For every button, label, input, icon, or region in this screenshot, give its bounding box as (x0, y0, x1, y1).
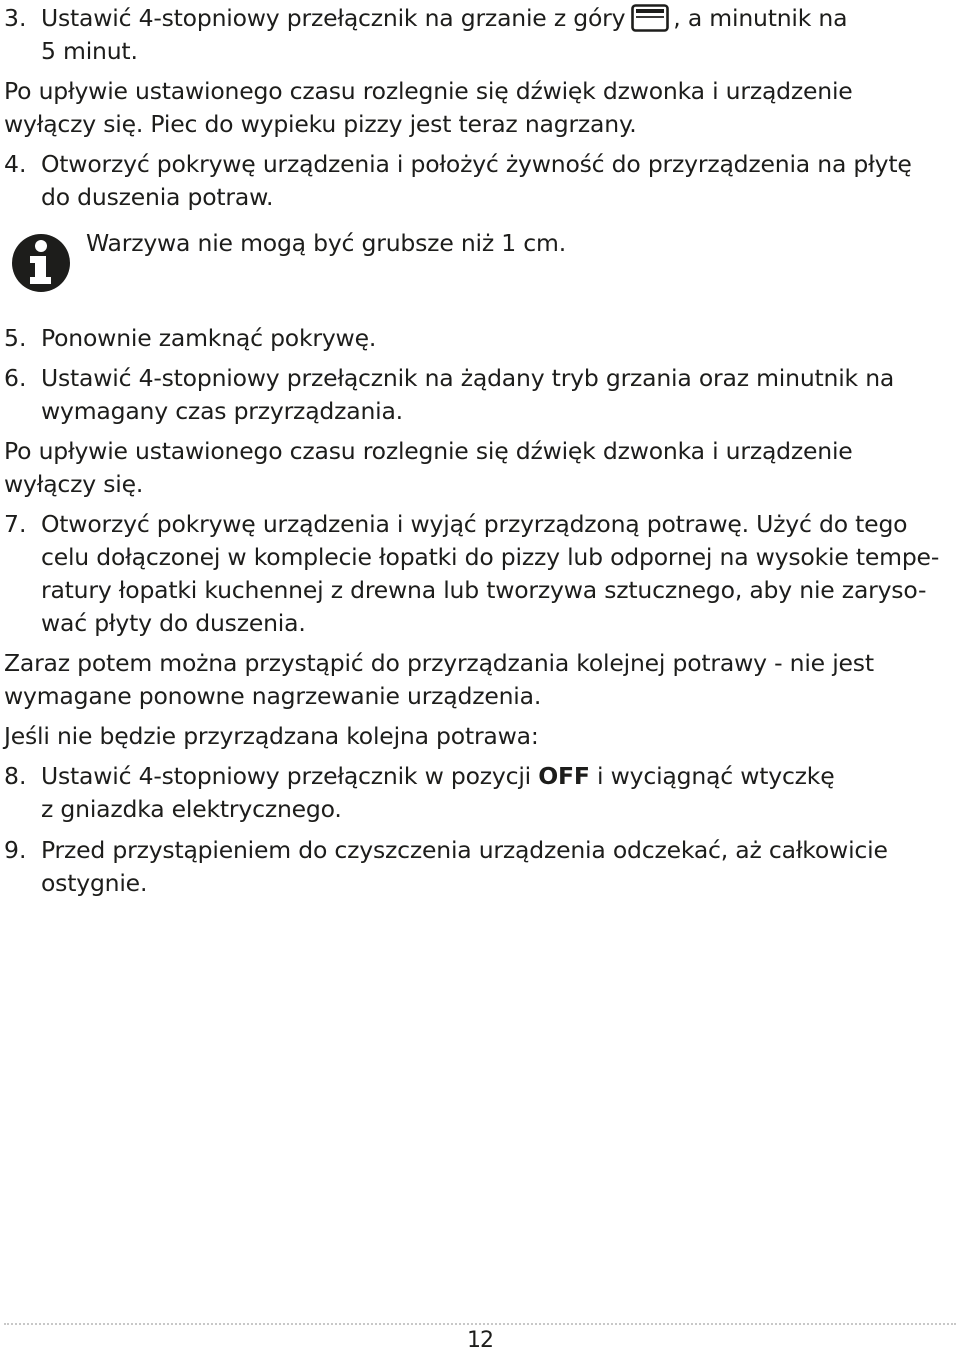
step-8-line-2: z gniazdka elektrycznego. (41, 795, 342, 823)
paragraph-3-line-2: wymagane ponowne nagrzewanie urządzenia. (4, 682, 542, 710)
step-7-line-1: Otworzyć pokrywę urządzenia i wyjąć przyrządzoną potrawę. Użyć do tego (41, 510, 908, 538)
off-position-label: OFF (538, 762, 590, 790)
paragraph-3-line-1: Zaraz potem można przystąpić do przyrządzania kolejnej potrawy - nie jest (4, 649, 874, 677)
step-3-line-1 (41, 2, 847, 35)
info-note-text: Warzywa nie mogą być grubsze niż 1 cm. (86, 229, 566, 257)
step-7-line-2: celu dołączonej w komplecie łopatki do pizzy lub odpornej na wysokie tempe- (41, 543, 940, 571)
paragraph-1-line-2: wyłączy się. Piec do wypieku pizzy jest teraz nagrzany. (4, 110, 637, 138)
paragraph-2-line-1: Po upływie ustawionego czasu rozlegnie się dźwięk dzwonka i urządzenie (4, 437, 853, 465)
step-8-number: 8. (4, 762, 27, 790)
top-heat-icon (631, 4, 669, 32)
step-9-number: 9. (4, 836, 27, 864)
step-6-number: 6. (4, 364, 27, 392)
step-3-number: 3. (4, 4, 27, 32)
step-8-text-b: i wyciągnąć wtyczkę (589, 762, 835, 790)
step-3-line-2: 5 minut. (41, 37, 138, 65)
step-9-line-2: ostygnie. (41, 869, 148, 897)
step-3-text-a: Ustawić 4-stopniowy przełącznik na grzanie z góry (41, 4, 626, 32)
paragraph-1-line-1: Po upływie ustawionego czasu rozlegnie się dźwięk dzwonka i urządzenie (4, 77, 853, 105)
step-4-number: 4. (4, 150, 27, 178)
info-icon (10, 232, 72, 294)
step-7-number: 7. (4, 510, 27, 538)
step-7-line-4: wać płyty do duszenia. (41, 609, 306, 637)
step-8-line-1 (41, 760, 834, 793)
step-5-line-1: Ponownie zamknąć pokrywę. (41, 324, 377, 352)
step-6-line-2: wymagany czas przyrządzania. (41, 397, 403, 425)
step-3-text-b: , a minutnik na (673, 4, 848, 32)
step-8-text-a: Ustawić 4-stopniowy przełącznik w pozycji (41, 762, 539, 790)
paragraph-2-line-2: wyłączy się. (4, 470, 144, 498)
step-9-line-1: Przed przystąpieniem do czyszczenia urządzenia odczekać, aż całkowicie (41, 836, 888, 864)
step-7-line-3: ratury łopatki kuchennej z drewna lub tworzywa sztucznego, aby nie zaryso- (41, 576, 927, 604)
paragraph-4-line-1: Jeśli nie będzie przyrządzana kolejna potrawa: (4, 722, 539, 750)
step-6-line-1: Ustawić 4-stopniowy przełącznik na żądany tryb grzania oraz minutnik na (41, 364, 895, 392)
step-4-line-2: do duszenia potraw. (41, 183, 274, 211)
step-5-number: 5. (4, 324, 27, 352)
page-number: 12 (467, 1328, 493, 1353)
step-4-line-1: Otworzyć pokrywę urządzenia i położyć żywność do przyrządzenia na płytę (41, 150, 912, 178)
footer-divider (4, 1323, 956, 1325)
